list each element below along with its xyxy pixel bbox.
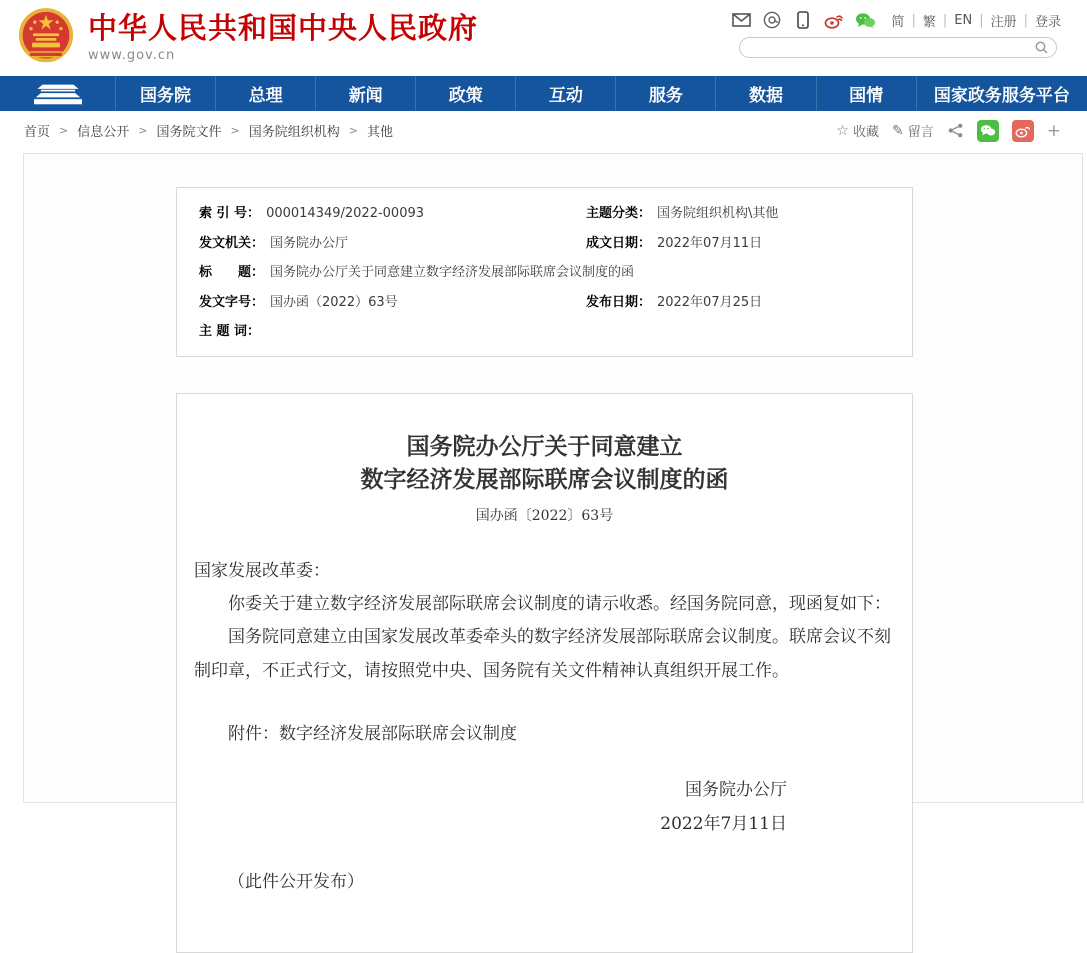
header-utilities [730, 10, 1061, 30]
meta-title: 标 题： 国务院办公厅关于同意建立数字经济发展部际联席会议制度的函 [199, 265, 635, 280]
national-emblem-icon [18, 7, 74, 69]
nav-news[interactable]: 新闻 [316, 76, 416, 111]
site-url: www.gov.cn [88, 47, 176, 63]
paragraph: 你委关于建立数字经济发展部际联席会议制度的请示收悉。经国务院同意，现函复如下： [228, 594, 891, 615]
site-title: 中华人民共和国中央人民政府 [88, 11, 479, 45]
meta-date-published: 发布日期： 2022年07月25日 [585, 294, 763, 310]
login-link[interactable]: 登录 [1034, 14, 1061, 30]
register-link[interactable]: 注册 [990, 14, 1017, 30]
nav-home[interactable] [0, 76, 116, 111]
comment-button[interactable]: ✎ 留言 [892, 122, 934, 140]
search-icon [1035, 41, 1048, 54]
attachment-line: 附件：数字经济发展部际联席会议制度 [228, 723, 517, 744]
star-icon: ☆ [836, 122, 849, 139]
tiananmen-icon [29, 82, 87, 106]
paragraph: 国务院同意建立由国家发展改革委牵头的数字经济发展部际联席会议制度。联席会议不刻制印章，不正式行文，请按照党中央、国务院有关文件精神认真组织开展工作。 [194, 627, 891, 681]
content-container [23, 153, 1083, 892]
language-links: 简 | 繁 | EN | 注册 | 登录 [891, 12, 1061, 30]
official-document [176, 393, 913, 953]
document-body [194, 555, 895, 751]
meta-keywords: 主 题 词： [199, 324, 261, 339]
share-weibo-icon[interactable] [1012, 120, 1034, 142]
wechat-icon[interactable] [854, 10, 876, 30]
meta-doc-number: 发文字号： 国办函（2022）63号 [199, 294, 398, 310]
pencil-icon: ✎ [892, 122, 904, 139]
breadcrumb: 首页 > 信息公开 > 国务院文件 > 国务院组织机构 > 其他 [24, 121, 393, 140]
favorite-button[interactable]: ☆ 收藏 [836, 122, 879, 140]
at-icon[interactable] [761, 10, 783, 30]
crumb-info-disclosure[interactable]: 信息公开 [77, 125, 130, 140]
crumb-org-structure[interactable]: 国务院组织机构 [248, 125, 340, 140]
signer: 国务院办公厅 [685, 779, 787, 800]
search-button[interactable] [1034, 38, 1056, 58]
document-number: 国办函〔2022〕63号 [475, 508, 614, 525]
crumb-other: 其他 [366, 125, 393, 140]
sign-date: 2022年7月11日 [660, 813, 787, 834]
lang-english[interactable]: EN [954, 12, 973, 28]
meta-topic-category: 主题分类： 国务院组织机构\其他 [585, 206, 779, 221]
site-header [0, 0, 1087, 76]
weibo-icon[interactable] [823, 10, 845, 30]
nav-premier[interactable]: 总理 [216, 76, 316, 111]
mobile-icon[interactable] [792, 10, 814, 30]
salutation: 国家发展改革委： [194, 561, 330, 582]
document-meta-box [176, 187, 913, 357]
nav-state-council[interactable]: 国务院 [116, 76, 216, 111]
nav-national-conditions[interactable]: 国情 [817, 76, 917, 111]
public-release-note: （此件公开发布） [228, 871, 364, 892]
document-title: 国务院办公厅关于同意建立 数字经济发展部际联席会议制度的函 [360, 432, 729, 493]
nav-policy[interactable]: 政策 [416, 76, 516, 111]
meta-date-written: 成文日期： 2022年07月11日 [585, 235, 763, 251]
page-actions [836, 120, 1061, 142]
nav-gov-service-platform[interactable]: 国家政务服务平台 [933, 86, 1070, 106]
crumb-home[interactable]: 首页 [24, 125, 51, 140]
meta-issuing-agency: 发文机关： 国务院办公厅 [199, 235, 349, 251]
breadcrumb-bar [0, 111, 1087, 150]
more-share-button[interactable]: + [1046, 120, 1061, 141]
nav-data[interactable]: 数据 [716, 76, 816, 111]
main-nav [0, 76, 1087, 111]
nav-services[interactable]: 服务 [616, 76, 716, 111]
nav-interact[interactable]: 互动 [516, 76, 616, 111]
lang-simplified[interactable]: 简 [891, 14, 905, 30]
mail-icon[interactable] [730, 10, 752, 30]
site-logo[interactable] [18, 7, 478, 69]
crumb-state-council-docs[interactable]: 国务院文件 [156, 125, 222, 140]
search-bar [739, 37, 1057, 58]
share-icon[interactable] [947, 122, 964, 139]
search-input[interactable] [740, 39, 1034, 56]
meta-index-no: 索 引 号： 000014349/2022-00093 [199, 206, 425, 221]
share-wechat-icon[interactable] [977, 120, 999, 142]
lang-traditional[interactable]: 繁 [922, 14, 936, 30]
signature-block [194, 773, 895, 841]
